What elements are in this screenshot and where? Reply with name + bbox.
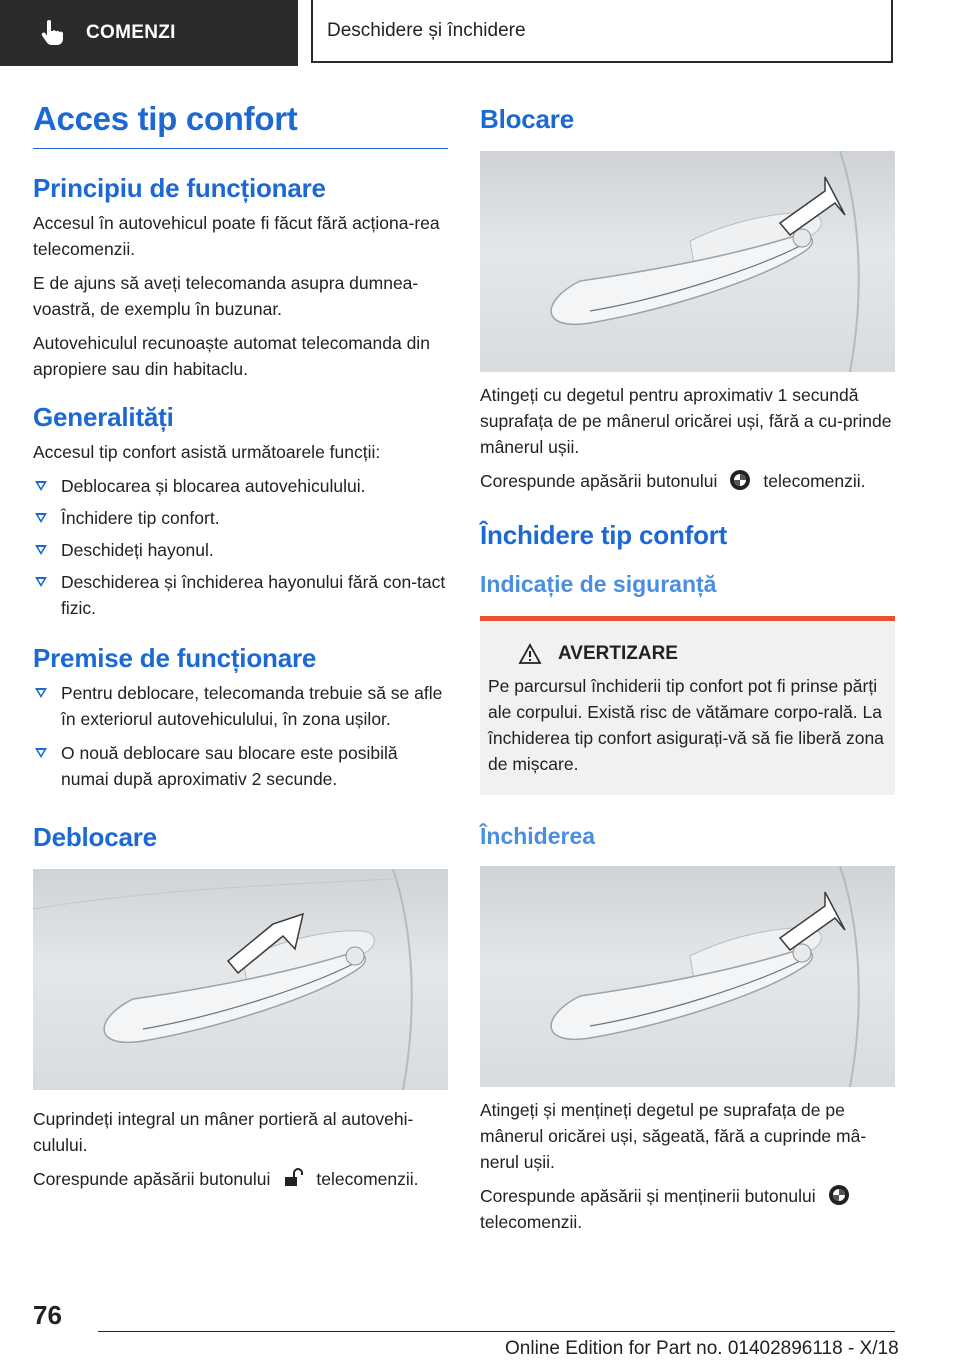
warning-title: AVERTIZARE (518, 643, 887, 665)
bmw-logo-icon (828, 1184, 850, 1206)
page-title: Acces tip confort (33, 100, 448, 149)
heading-general: Generalități (33, 402, 174, 432)
chapter-tab[interactable] (0, 0, 298, 66)
unlock-icon (282, 1167, 304, 1189)
principle-p3: Autovehiculul recunoaște automat telecomanda din apropiere sau din habitaclu. (33, 333, 430, 379)
bullet-triangle-icon (35, 688, 47, 698)
page-header (0, 0, 960, 66)
door-handle-image-close (480, 866, 895, 1087)
unlock-p1: Cuprindeți integral un mâner portieră al autovehi‐culului. (33, 1109, 414, 1155)
general-intro: Accesul tip confort asistă următoarele funcții: (33, 442, 381, 462)
door-handle-illustration (480, 151, 895, 372)
unlock-p2: Corespunde apăsării butonului telecomenzii. (33, 1169, 419, 1189)
list-item: Deschiderea și închiderea hayonului fără con‐tact fizic. (33, 569, 448, 621)
lock-p1: Atingeți cu degetul pentru aproximativ 1 secundă suprafața de pe mânerul oricărei uși, fără a cu‐prinde mânerul ușii. (480, 385, 892, 457)
bullet-triangle-icon (35, 545, 47, 555)
bullet-triangle-icon (35, 481, 47, 491)
bullet-triangle-icon (35, 577, 47, 587)
page-number: 76 (33, 1300, 62, 1330)
left-column (33, 100, 448, 1192)
hand-pointer-icon (38, 20, 64, 46)
door-handle-illustration (480, 866, 895, 1087)
heading-unlock: Deblocare (33, 822, 157, 852)
list-item: O nouă deblocare sau blocare este posibilă numai după aproximativ 2 secunde. (33, 740, 448, 792)
warning-triangle-icon (518, 643, 542, 665)
lock-p2: Corespunde apăsării butonului telecomenzii. (480, 471, 866, 491)
bmw-logo-icon (729, 469, 751, 491)
list-item: Deblocarea și blocarea autovehiculului. (33, 473, 448, 499)
section-label: Deschidere și închidere (327, 19, 526, 41)
closing-p2: Corespunde apăsării și menținerii butonuluitelecomenzii. (480, 1183, 895, 1235)
general-list (33, 473, 448, 621)
heading-principle: Principiu de funcționare (33, 173, 326, 203)
heading-closing: Închiderea (480, 823, 596, 849)
door-handle-illustration (33, 869, 448, 1090)
edition-note: Online Edition for Part no. 01402896118 - X/18 (505, 1338, 899, 1359)
list-item: Pentru deblocare, telecomanda trebuie să se afle în exteriorul autovehiculului, în zona ușilor. (33, 680, 448, 732)
principle-p1: Accesul în autovehicul poate fi făcut fără acționa‐rea telecomenzii. (33, 213, 440, 259)
right-column (480, 100, 895, 1235)
list-item: Deschideți hayonul. (33, 537, 448, 563)
list-item: Închidere tip confort. (33, 505, 448, 531)
chapter-label: COMENZI (86, 22, 176, 43)
door-handle-image-unlock (33, 869, 448, 1090)
warning-box (480, 616, 895, 795)
door-handle-image-lock (480, 151, 895, 372)
footer-divider (98, 1331, 895, 1332)
principle-p2: E de ajuns să aveți telecomanda asupra dumnea‐voastră, de exemplu în buzunar. (33, 273, 419, 319)
heading-lock: Blocare (480, 104, 574, 134)
heading-comfort-close: Închidere tip confort (480, 520, 728, 550)
section-tab[interactable] (311, 0, 893, 63)
heading-premises: Premise de funcționare (33, 643, 317, 673)
bullet-triangle-icon (35, 513, 47, 523)
heading-safety: Indicație de siguranță (480, 571, 717, 597)
warning-text: Pe parcursul închiderii tip confort pot fi prinse părți ale corpului. Există risc de vătămare corpo‐rală. La închiderea tip confort asigurați-vă să fie liberă zona de mișcare. (488, 676, 884, 774)
bullet-triangle-icon (35, 748, 47, 758)
closing-p1: Atingeți și mențineți degetul pe suprafața de pe mânerul oricărei uși, săgeată, fără a cuprinde mâ‐nerul ușii. (480, 1100, 867, 1172)
premises-list (33, 680, 448, 792)
